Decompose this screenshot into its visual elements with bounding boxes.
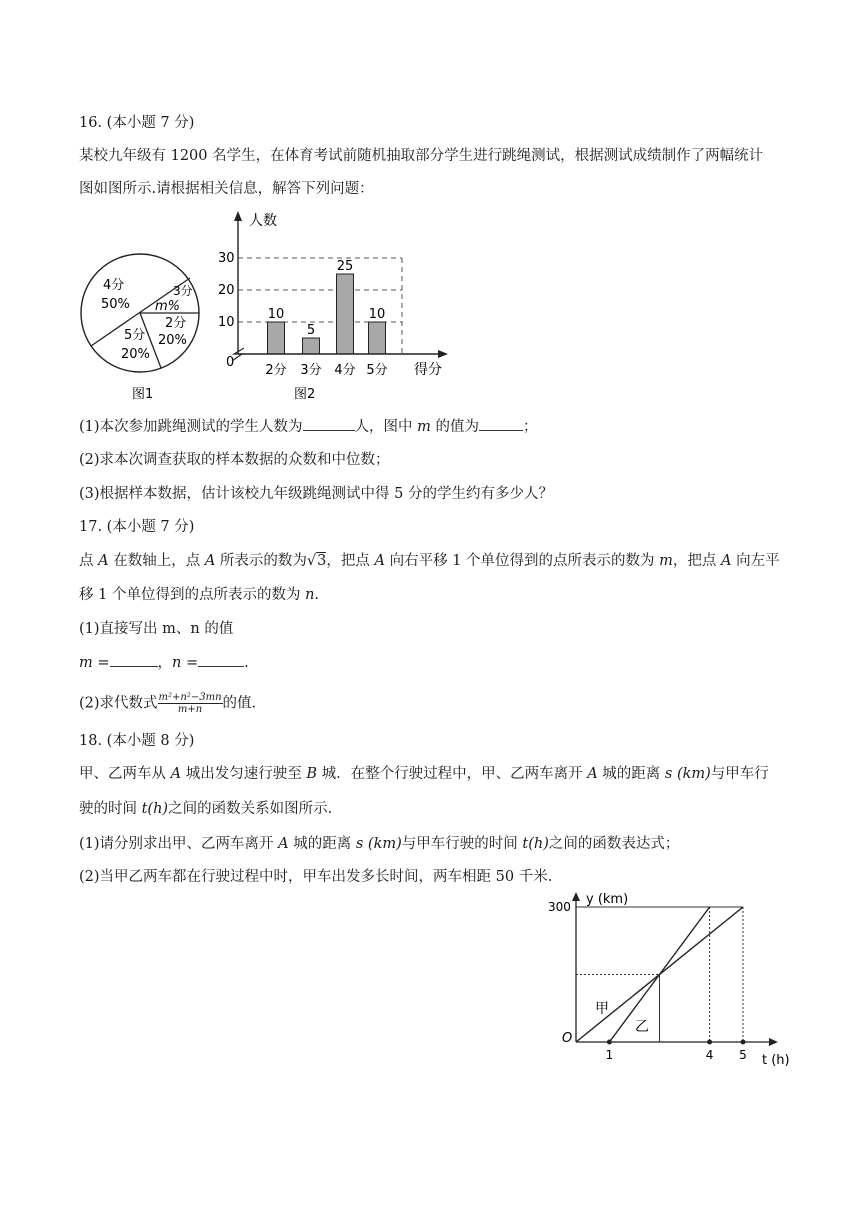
algebraic-fraction: $\frac{\text{m²+n²−3mn}}{m+n}$: [158, 692, 222, 715]
graph-x-arrow: [769, 1038, 778, 1046]
pie-label-3: 3分: [173, 284, 193, 298]
bar-category-label: 5分: [366, 363, 388, 378]
q16-heading: 16. (本小题 7 分): [79, 115, 195, 131]
bar-value-label: 10: [267, 307, 285, 322]
bar: [268, 322, 285, 354]
q18-heading: 18. (本小题 8 分): [79, 733, 195, 749]
q17-part1: (1)直接写出 m、n 的值: [79, 621, 234, 637]
graph-xtick-label: 5: [739, 1048, 747, 1062]
graph-series-label-jia: 甲: [595, 1001, 609, 1017]
q18-line2: 驶的时间 t(h)之间的函数关系如图所示.: [79, 801, 333, 817]
pie-pct-2: 20%: [158, 333, 187, 348]
q18-part2: (2)当甲乙两车都在行驶过程中时，甲车出发多长时间，两车相距 50 千米．: [79, 869, 563, 885]
pie-label-2: 2分: [165, 316, 187, 331]
bar-value-label: 25: [336, 259, 354, 274]
bar-caption: 图2: [294, 387, 316, 402]
q16-stem-line1: 某校九年级有 1200 名学生，在体育考试前随机抽取部分学生进行跳绳测试，根据测试成绩制作了两幅统计: [79, 148, 764, 164]
pie-label-5: 5分: [124, 328, 146, 343]
q16-part3: (3)根据样本数据，估计该校九年级跳绳测试中得 5 分的学生约有多少人？: [79, 486, 553, 502]
pie-chart-figure1: [76, 248, 206, 403]
q18-part1: (1)请分别求出甲、乙两车离开 A 城的距离 s (km)与甲车行驶的时间 t(h)之间的函数表达式；: [79, 836, 680, 852]
q18-line1: 甲、乙两车从 A 城出发匀速行驶至 B 城．在整个行驶过程中，甲、乙两车离开 A 城的距离 s (km)与甲车行: [79, 766, 769, 782]
bar-ylabel: 人数: [249, 213, 277, 229]
answer-blank-n[interactable]: [198, 652, 244, 667]
sqrt-radicand: 3: [317, 553, 327, 569]
answer-blank[interactable]: [303, 416, 355, 431]
q17-part2: (2)求代数式 $\frac{\text{m²+n²−3mn}}{m+n}$ 的值.: [79, 692, 257, 715]
graph-xlabel: t (h): [762, 1053, 790, 1068]
graph-ytick-label: 300: [548, 900, 571, 914]
answer-blank[interactable]: [479, 416, 523, 431]
bar-ytick-label: 30: [218, 251, 235, 266]
q16-part1: (1)本次参加跳绳测试的学生人数为 人，图中 m 的值为 ；: [79, 416, 538, 437]
q17-heading: 17. (本小题 7 分): [79, 519, 195, 535]
q17-line1: 点 A 在数轴上，点 A 所表示的数为√3，把点 A 向右平移 1 个单位得到的点所表示的数为 m，把点 A 向左平: [79, 553, 780, 569]
pie-pct-5: 20%: [121, 347, 150, 362]
q17-answer-line: m = ，n = .: [79, 652, 249, 673]
q16-part2: (2)求本次调查获取的样本数据的众数和中位数；: [79, 452, 390, 468]
graph-y-arrow: [572, 892, 580, 901]
q17-line2: 移 1 个单位得到的点所表示的数为 n.: [79, 587, 320, 603]
bar-category-label: 3分: [300, 363, 322, 378]
pie-pct-4: 50%: [101, 297, 130, 312]
graph-xtick-label: 1: [605, 1048, 614, 1062]
pie-label-4: 4分: [103, 278, 125, 293]
bar-chart-figure2: [216, 206, 456, 402]
bar-xlabel: 得分: [414, 362, 442, 378]
graph-ylabel: y (km): [586, 892, 629, 907]
bar-ytick-label: 0: [226, 355, 235, 370]
bar-value-label: 5: [306, 323, 316, 338]
graph-series-label-yi: 乙: [635, 1019, 649, 1035]
distance-time-graph: [540, 886, 800, 1071]
bar-ytick-label: 10: [218, 315, 235, 330]
pie-pct-3: m%: [155, 299, 181, 314]
answer-blank-m[interactable]: [110, 652, 158, 667]
graph-origin-label: O: [562, 1031, 573, 1046]
q16-stem-line2: 图如图所示.请根据相关信息，解答下列问题：: [79, 181, 374, 197]
bar-category-label: 2分: [265, 363, 287, 378]
graph-xtick-label: 4: [705, 1048, 714, 1062]
bar: [303, 338, 320, 354]
pie-caption: 图1: [132, 387, 154, 402]
bar-ytick-label: 20: [218, 283, 235, 298]
bar: [337, 274, 354, 354]
bar-value-label: 10: [368, 307, 386, 322]
bar: [369, 322, 386, 354]
bar-category-label: 4分: [334, 363, 356, 378]
bar-y-arrow: [234, 211, 242, 221]
bar-x-arrow: [438, 350, 448, 358]
